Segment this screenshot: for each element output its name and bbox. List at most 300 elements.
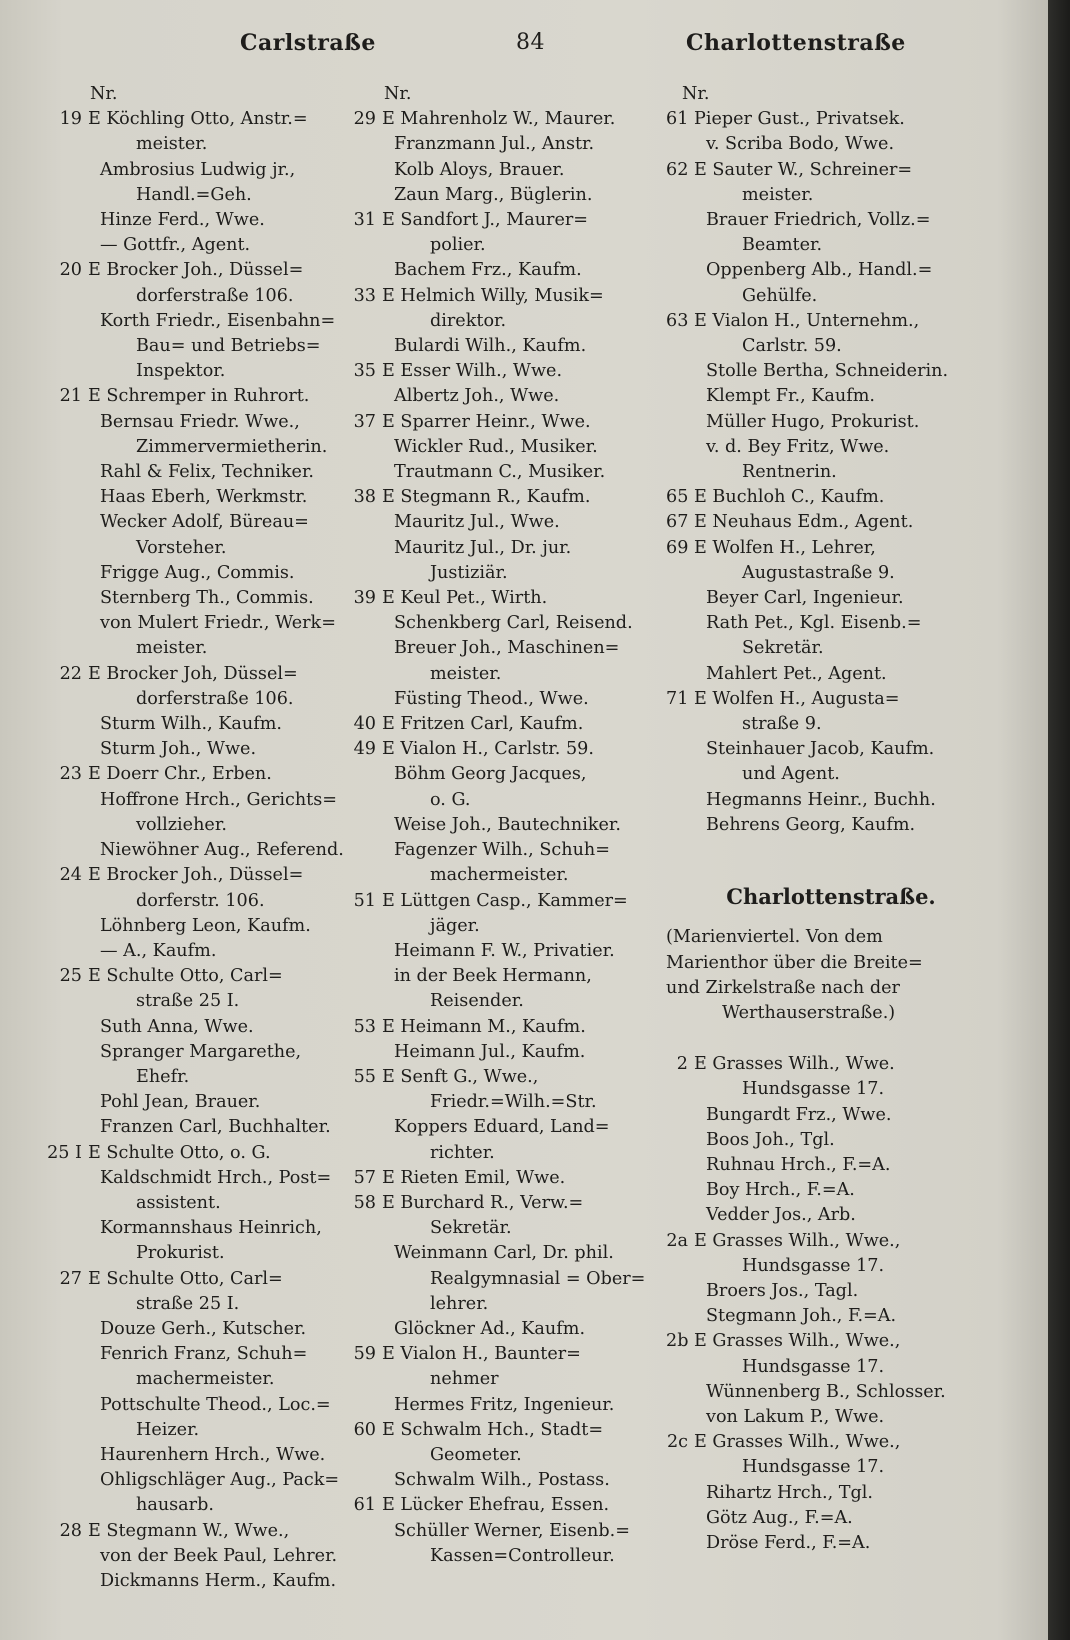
house-number: 63 <box>666 310 689 331</box>
entry-text: Heimann F. W., Privatier. <box>394 940 615 961</box>
directory-entry-line <box>666 1430 996 1455</box>
entry-text: E Rieten Emil, Wwe. <box>382 1167 566 1188</box>
directory-entry-line <box>666 1329 996 1354</box>
house-number: 20 <box>59 260 82 281</box>
entry-text: E Keul Pet., Wirth. <box>382 588 548 609</box>
house-number: 61 <box>666 109 689 130</box>
house-number: 28 <box>59 1520 82 1541</box>
entry-text: direktor. <box>430 310 507 331</box>
house-number: 2b <box>666 1331 689 1352</box>
house-number: 61 <box>353 1495 376 1516</box>
entry-text: E Vialon H., Carlstr. 59. <box>382 739 594 760</box>
entry-text: Bau= und Betriebs= <box>136 336 321 357</box>
entry-text: vollzieher. <box>136 814 227 835</box>
directory-entry-line <box>34 284 374 309</box>
house-number: 25 I <box>47 1142 82 1163</box>
directory-entry-line <box>34 460 374 485</box>
entry-text: von der Beek Paul, Lehrer. <box>100 1545 338 1566</box>
directory-entry-line <box>34 1519 374 1544</box>
house-number: 21 <box>59 386 82 407</box>
directory-entry-line <box>34 183 374 208</box>
directory-entry-line <box>334 1065 674 1090</box>
directory-entry-line <box>34 1216 374 1241</box>
entry-text: Steinhauer Jacob, Kaufm. <box>706 739 935 760</box>
house-number: 67 <box>666 512 689 533</box>
entry-text: Löhnberg Leon, Kaufm. <box>100 915 311 936</box>
entry-text: E Brocker Joh., Düssel= <box>88 865 304 886</box>
section-intro-line: Werthauserstraße.) <box>722 1002 896 1023</box>
directory-entry-line <box>666 233 996 258</box>
directory-entry-line <box>34 485 374 510</box>
directory-entry-line <box>666 410 996 435</box>
entry-text: meister. <box>136 638 208 659</box>
entry-text: Stegmann Joh., F.=A. <box>706 1306 897 1327</box>
entry-text: richter. <box>430 1142 495 1163</box>
directory-entry-line <box>334 1342 674 1367</box>
directory-entry-line <box>34 1443 374 1468</box>
directory-entry-line <box>34 1065 374 1090</box>
directory-entry-line <box>334 1191 674 1216</box>
directory-entry-line <box>34 309 374 334</box>
entry-text: E Buchloh C., Kaufm. <box>694 487 885 508</box>
directory-entry-line <box>334 1544 674 1569</box>
entry-text: Füsting Theod., Wwe. <box>394 688 589 709</box>
directory-entry-line <box>334 788 674 813</box>
directory-entry-line <box>34 1569 374 1594</box>
directory-entry-line <box>34 1468 374 1493</box>
house-number: 69 <box>666 537 689 558</box>
directory-entry-line <box>34 687 374 712</box>
entry-text: straße 9. <box>742 714 822 735</box>
directory-entry-line <box>34 1241 374 1266</box>
entry-text: polier. <box>430 235 486 256</box>
directory-entry-line <box>666 510 996 535</box>
entry-text: dorferstr. 106. <box>136 890 265 911</box>
entry-text: Niewöhner Aug., Referend. <box>100 840 344 861</box>
directory-entry-line <box>334 158 674 183</box>
directory-entry-line <box>666 1128 996 1153</box>
directory-entry-line <box>34 410 374 435</box>
entry-text: Schwalm Wilh., Postass. <box>394 1470 610 1491</box>
entry-text: meister. <box>430 663 502 684</box>
directory-entry-line <box>334 1216 674 1241</box>
entry-text: dorferstraße 106. <box>136 285 294 306</box>
house-number: 25 <box>59 966 82 987</box>
directory-entry-line <box>334 1317 674 1342</box>
entry-text: — Gottfr., Agent. <box>100 235 251 256</box>
directory-entry-line <box>666 1304 996 1329</box>
entry-text: E Mahrenholz W., Maurer. <box>382 109 616 130</box>
directory-entry-line <box>334 536 674 561</box>
directory-entry-line <box>334 939 674 964</box>
house-number: 40 <box>353 714 376 735</box>
directory-entry-line <box>34 1418 374 1443</box>
entry-text: Haas Eberh, Werkmstr. <box>100 487 308 508</box>
directory-entry-line <box>334 334 674 359</box>
column-label: Nr. <box>90 84 118 104</box>
entry-text: Vorsteher. <box>136 537 227 558</box>
entry-text: und Agent. <box>742 764 840 785</box>
directory-entry-line <box>34 1015 374 1040</box>
entry-text: E Neuhaus Edm., Agent. <box>694 512 914 533</box>
scan-edge <box>1048 0 1070 1640</box>
entry-text: Gehülfe. <box>742 285 818 306</box>
entry-text: Wünnenberg B., Schlosser. <box>706 1381 946 1402</box>
entry-text: von Mulert Friedr., Werk= <box>100 613 336 634</box>
house-number: 71 <box>666 688 689 709</box>
directory-entry-line <box>334 107 674 132</box>
entry-text: Dickmanns Herm., Kaufm. <box>100 1570 337 1591</box>
entry-text: Bernsau Friedr. Wwe., <box>100 411 300 432</box>
directory-entry-line <box>666 284 996 309</box>
right-running-head: Charlottenstraße <box>686 30 906 56</box>
directory-entry-line <box>334 561 674 586</box>
entry-text: E Schulte Otto, Carl= <box>88 966 283 987</box>
house-number: 53 <box>353 1016 376 1037</box>
directory-entry-line <box>34 561 374 586</box>
directory-entry-line <box>666 1178 996 1203</box>
directory-entry-line <box>34 1267 374 1292</box>
entry-text: dorferstraße 106. <box>136 688 294 709</box>
directory-entry-line <box>334 1267 674 1292</box>
entry-text: E Fritzen Carl, Kaufm. <box>382 714 584 735</box>
entry-text: Douze Gerh., Kutscher. <box>100 1318 307 1339</box>
entry-text: nehmer <box>430 1369 499 1390</box>
directory-entry-line <box>334 838 674 863</box>
entry-text: Sturm Joh., Wwe. <box>100 739 257 760</box>
directory-entry-line <box>34 863 374 888</box>
directory-entry-line <box>34 1544 374 1569</box>
directory-entry-line <box>334 309 674 334</box>
directory-entry-line <box>334 914 674 939</box>
directory-entry-line <box>334 611 674 636</box>
entry-text: Mauritz Jul., Dr. jur. <box>394 537 572 558</box>
entry-text: Trautmann C., Musiker. <box>394 462 606 483</box>
directory-entry-line <box>666 208 996 233</box>
entry-text: Stolle Bertha, Schneiderin. <box>706 361 949 382</box>
directory-entry-line <box>334 586 674 611</box>
directory-entry-line <box>34 964 374 989</box>
directory-entry-line <box>334 1393 674 1418</box>
entry-text: Breuer Joh., Maschinen= <box>394 638 620 659</box>
directory-entry-line <box>666 107 996 132</box>
directory-entry-line <box>34 510 374 535</box>
entry-text: Franzen Carl, Buchhalter. <box>100 1117 331 1138</box>
entry-text: Beyer Carl, Ingenieur. <box>706 588 904 609</box>
house-number: 65 <box>666 487 689 508</box>
entry-text: Mauritz Jul., Wwe. <box>394 512 560 533</box>
entry-text: E Lüttgen Casp., Kammer= <box>382 890 628 911</box>
directory-entry-line <box>666 1203 996 1228</box>
directory-entry-line <box>666 636 996 661</box>
directory-entry-line <box>34 636 374 661</box>
directory-entry-line <box>334 813 674 838</box>
directory-entry-line <box>666 1153 996 1178</box>
directory-entry-line <box>34 132 374 157</box>
section-title: Charlottenstraße. <box>726 884 936 910</box>
column-1 <box>34 82 374 1594</box>
entry-text: E Sauter W., Schreiner= <box>694 159 913 180</box>
directory-entry-line <box>334 662 674 687</box>
directory-entry-line <box>666 359 996 384</box>
directory-entry-line <box>666 1279 996 1304</box>
entry-text: Koppers Eduard, Land= <box>394 1117 610 1138</box>
directory-entry-line <box>666 384 996 409</box>
directory-entry-line <box>666 183 996 208</box>
directory-entry-line <box>34 1342 374 1367</box>
directory-entry-line <box>34 1367 374 1392</box>
directory-entry-line <box>334 964 674 989</box>
directory-entry-line <box>666 334 996 359</box>
directory-entry-line <box>34 158 374 183</box>
entry-text: E Grasses Wilh., Wwe., <box>694 1230 901 1251</box>
entry-text: Carlstr. 59. <box>742 336 842 357</box>
house-number: 60 <box>353 1419 376 1440</box>
directory-entry-line <box>666 132 996 157</box>
section-intro-line: (Marienviertel. Von dem <box>666 927 883 948</box>
entry-text: hausarb. <box>136 1495 214 1516</box>
directory-entry-line <box>34 1493 374 1518</box>
directory-entry-line <box>666 1229 996 1254</box>
entry-text: E Vialon H., Unternehm., <box>694 310 920 331</box>
entry-text: Brauer Friedrich, Vollz.= <box>706 210 931 231</box>
directory-entry-line <box>34 611 374 636</box>
directory-entry-line <box>666 485 996 510</box>
entry-text: Broers Jos., Tagl. <box>706 1280 859 1301</box>
entry-text: Hegmanns Heinr., Buchh. <box>706 789 936 810</box>
directory-entry-line <box>34 1191 374 1216</box>
entry-text: v. Scriba Bodo, Wwe. <box>706 134 895 155</box>
house-number: 29 <box>353 109 376 130</box>
entry-text: E Stegmann R., Kaufm. <box>382 487 591 508</box>
directory-entry-line <box>34 586 374 611</box>
entry-text: Hundsgasse 17. <box>742 1255 885 1276</box>
entry-text: Weinmann Carl, Dr. phil. <box>394 1243 614 1264</box>
directory-entry-line <box>34 107 374 132</box>
directory-entry-line <box>666 687 996 712</box>
directory-entry-line <box>666 536 996 561</box>
entry-text: Geometer. <box>430 1444 522 1465</box>
house-number: 35 <box>353 361 376 382</box>
entry-text: Sekretär. <box>742 638 824 659</box>
entry-text: Rahl & Felix, Techniker. <box>100 462 315 483</box>
entry-text: Handl.=Geh. <box>136 184 252 205</box>
entry-text: — A., Kaufm. <box>100 940 217 961</box>
directory-entry-line <box>666 611 996 636</box>
directory-entry-line <box>666 762 996 787</box>
house-number: 62 <box>666 159 689 180</box>
entry-text: Suth Anna, Wwe. <box>100 1016 254 1037</box>
directory-entry-line <box>334 284 674 309</box>
entry-text: Hundsgasse 17. <box>742 1079 885 1100</box>
entry-text: Schüller Werner, Eisenb.= <box>394 1520 630 1541</box>
directory-entry-line <box>666 737 996 762</box>
directory-entry-line <box>334 1493 674 1518</box>
entry-text: E Schremper in Ruhrort. <box>88 386 310 407</box>
directory-entry-line <box>666 662 996 687</box>
directory-entry-line <box>666 435 996 460</box>
house-number: 23 <box>59 764 82 785</box>
entry-text: Kolb Aloys, Brauer. <box>394 159 565 180</box>
directory-entry-line <box>666 258 996 283</box>
directory-entry-line <box>666 1380 996 1405</box>
directory-entry-line <box>666 158 996 183</box>
entry-text: Rentnerin. <box>742 462 837 483</box>
entry-text: Friedr.=Wilh.=Str. <box>430 1092 597 1113</box>
house-number: 2a <box>666 1230 688 1251</box>
entry-text: Inspektor. <box>136 361 226 382</box>
directory-entry-line <box>666 1405 996 1430</box>
directory-entry-line <box>334 1115 674 1140</box>
house-number: 2 <box>676 1054 688 1075</box>
entry-text: Wickler Rud., Musiker. <box>394 436 598 457</box>
directory-entry-line <box>334 1040 674 1065</box>
directory-entry-line <box>666 586 996 611</box>
directory-entry-line <box>34 1393 374 1418</box>
house-number: 37 <box>353 411 376 432</box>
entry-text: Fagenzer Wilh., Schuh= <box>394 840 610 861</box>
directory-entry-line <box>34 1317 374 1342</box>
entry-text: E Köchling Otto, Anstr.= <box>88 109 308 130</box>
column-3 <box>666 82 996 1556</box>
entry-text: E Grasses Wilh., Wwe. <box>694 1054 895 1075</box>
entry-text: E Schwalm Hch., Stadt= <box>382 1419 604 1440</box>
directory-entry-line <box>334 1519 674 1544</box>
entry-text: Oppenberg Alb., Handl.= <box>706 260 933 281</box>
entry-text: Ohligschläger Aug., Pack= <box>100 1470 340 1491</box>
directory-entry-line <box>334 889 674 914</box>
entry-text: Behrens Georg, Kaufm. <box>706 814 916 835</box>
directory-entry-line <box>334 1141 674 1166</box>
entry-text: Kormannshaus Heinrich, <box>100 1218 322 1239</box>
entry-text: Hermes Fritz, Ingenieur. <box>394 1394 615 1415</box>
entry-text: Sternberg Th., Commis. <box>100 588 314 609</box>
entry-text: v. d. Bey Fritz, Wwe. <box>706 436 890 457</box>
house-number: 51 <box>353 890 376 911</box>
entry-text: lehrer. <box>430 1293 489 1314</box>
entry-text: o. G. <box>430 789 471 810</box>
house-number: 2c <box>666 1432 688 1453</box>
entry-text: Boos Joh., Tgl. <box>706 1129 835 1150</box>
directory-entry-line <box>34 1166 374 1191</box>
page-number: 84 <box>516 30 545 55</box>
directory-entry-line <box>34 1141 374 1166</box>
entry-text: Götz Aug., F.=A. <box>706 1507 853 1528</box>
entry-text: Hinze Ferd., Wwe. <box>100 210 265 231</box>
directory-entry-line <box>334 132 674 157</box>
entry-text: Böhm Georg Jacques, <box>394 764 587 785</box>
directory-entry-line <box>666 309 996 334</box>
entry-text: Pottschulte Theod., Loc.= <box>100 1394 331 1415</box>
entry-text: Sturm Wilh., Kaufm. <box>100 714 283 735</box>
directory-entry-line <box>34 536 374 561</box>
directory-entry-line <box>334 737 674 762</box>
directory-entry-line <box>334 687 674 712</box>
directory-entry-line <box>666 788 996 813</box>
directory-entry-line <box>34 435 374 460</box>
directory-entry-line <box>34 914 374 939</box>
directory-entry-line <box>34 1292 374 1317</box>
entry-text: Rath Pet., Kgl. Eisenb.= <box>706 613 922 634</box>
directory-entry-line <box>334 1015 674 1040</box>
directory-entry-line <box>334 1292 674 1317</box>
house-number: 33 <box>353 285 376 306</box>
entry-text: meister. <box>136 134 208 155</box>
entry-text: Beamter. <box>742 235 823 256</box>
entry-text: Klempt Fr., Kaufm. <box>706 386 876 407</box>
entry-text: Weise Joh., Bautechniker. <box>394 814 621 835</box>
entry-text: Ruhnau Hrch., F.=A. <box>706 1154 891 1175</box>
entry-text: von Lakum P., Wwe. <box>706 1406 885 1427</box>
directory-entry-line <box>334 636 674 661</box>
entry-text: Wecker Adolf, Büreau= <box>100 512 309 533</box>
directory-entry-line <box>34 838 374 863</box>
directory-entry-line <box>34 737 374 762</box>
entry-text: Rihartz Hrch., Tgl. <box>706 1482 873 1503</box>
entry-text: E Sparrer Heinr., Wwe. <box>382 411 591 432</box>
house-number: 19 <box>59 109 82 130</box>
entry-text: Schenkberg Carl, Reisend. <box>394 613 633 634</box>
entry-text: E Wolfen H., Lehrer, <box>694 537 876 558</box>
directory-entry-line <box>34 989 374 1014</box>
entry-text: Pieper Gust., Privatsek. <box>694 109 905 130</box>
entry-text: jäger. <box>430 915 480 936</box>
entry-text: E Esser Wilh., Wwe. <box>382 361 563 382</box>
entry-text: Sekretär. <box>430 1218 512 1239</box>
entry-text: E Burchard R., Verw.= <box>382 1192 584 1213</box>
directory-entry-line <box>334 208 674 233</box>
entry-text: Bungardt Frz., Wwe. <box>706 1104 892 1125</box>
house-number: 31 <box>353 210 376 231</box>
entry-text: Reisender. <box>430 991 524 1012</box>
entry-text: E Grasses Wilh., Wwe., <box>694 1432 901 1453</box>
entry-text: Hundsgasse 17. <box>742 1356 885 1377</box>
directory-entry-line <box>334 1443 674 1468</box>
directory-entry-line <box>334 712 674 737</box>
column-label: Nr. <box>384 84 412 104</box>
directory-entry-line <box>34 1090 374 1115</box>
directory-entry-line <box>34 662 374 687</box>
entry-text: E Vialon H., Baunter= <box>382 1344 581 1365</box>
column-2 <box>334 82 674 1569</box>
entry-text: Spranger Margarethe, <box>100 1041 302 1062</box>
entry-text: assistent. <box>136 1192 221 1213</box>
entry-text: Heimann Jul., Kaufm. <box>394 1041 586 1062</box>
house-number: 39 <box>353 588 376 609</box>
entry-text: meister. <box>742 184 814 205</box>
entry-text: Pohl Jean, Brauer. <box>100 1092 261 1113</box>
house-number: 22 <box>59 663 82 684</box>
directory-entry-line <box>34 1040 374 1065</box>
house-number: 24 <box>59 865 82 886</box>
directory-entry-line <box>334 460 674 485</box>
directory-entry-line <box>34 939 374 964</box>
entry-text: E Brocker Joh., Düssel= <box>88 260 304 281</box>
entry-text: Augustastraße 9. <box>742 562 895 583</box>
entry-text: Müller Hugo, Prokurist. <box>706 411 920 432</box>
directory-entry-line <box>666 813 996 838</box>
entry-text: E Helmich Willy, Musik= <box>382 285 604 306</box>
directory-entry-line <box>34 788 374 813</box>
directory-entry-line <box>334 1418 674 1443</box>
entry-text: Justiziär. <box>430 562 508 583</box>
entry-text: Mahlert Pet., Agent. <box>706 663 887 684</box>
house-number: 59 <box>353 1344 376 1365</box>
directory-entry-line <box>334 359 674 384</box>
house-number: 27 <box>59 1268 82 1289</box>
entry-text: Zaun Marg., Büglerin. <box>394 184 593 205</box>
left-running-head: Carlstraße <box>240 30 376 56</box>
